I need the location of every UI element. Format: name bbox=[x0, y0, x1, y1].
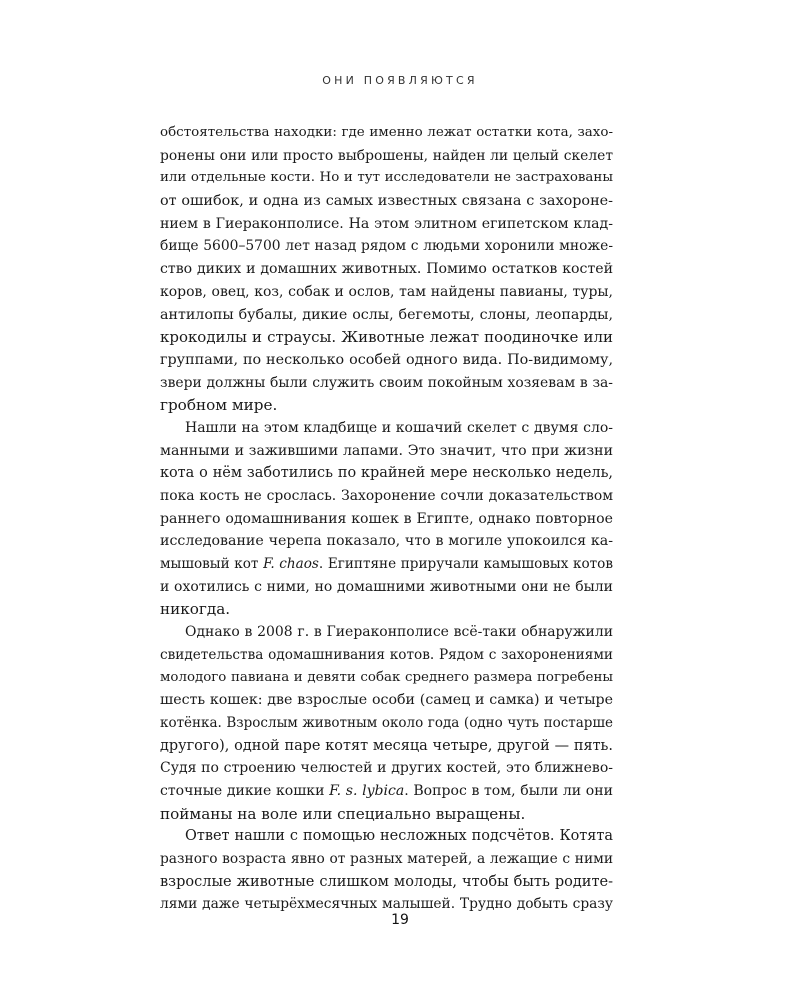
text-line: от ошибок, и одна из самых известных связана с захороне- bbox=[160, 193, 613, 210]
text-line: другого), одной паре котят месяца четыре, другой — пять. bbox=[160, 737, 613, 754]
text-line: ронены они или просто выброшены, найден ли целый скелет bbox=[160, 147, 613, 164]
text-line: антилопы бубалы, дикие ослы, бегемоты, слоны, леопарды, bbox=[160, 306, 613, 323]
text-line: обстоятельства находки: где именно лежат остатки кота, захо- bbox=[160, 125, 613, 140]
text-line: или отдельные кости. Но и тут исследователи не застрахованы bbox=[160, 170, 613, 186]
text-line: Ответ нашли с помощью несложных подсчётов. Котята bbox=[185, 828, 613, 845]
running-header: ОНИ ПОЯВЛЯЮТСЯ bbox=[322, 74, 478, 87]
text-line: никогда. bbox=[160, 600, 231, 619]
text-line: раннего одомашнивания кошек в Египте, однако повторное bbox=[160, 510, 613, 527]
text-line: и охотились с ними, но домашними животными они не были bbox=[160, 578, 613, 595]
text-line: крокодилы и страусы. Животные лежат поодиночке или bbox=[160, 328, 613, 347]
text-line: гробном мире. bbox=[160, 396, 278, 415]
text-line: лями даже четырёхмесячных малышей. Трудно добыть сразу bbox=[160, 896, 613, 913]
text-line: шесть кошек: две взрослые особи (самец и самка) и четыре bbox=[160, 692, 613, 709]
text-line: Нашли на этом кладбище и кошачий скелет с двумя сло- bbox=[185, 419, 613, 436]
species-name: F. s. lybica bbox=[329, 782, 405, 799]
text-line: пойманы на воле или специально выращены. bbox=[160, 804, 526, 823]
text-run: сточные дикие кошки bbox=[160, 782, 330, 799]
text-line: Однако в 2008 г. в Гиераконполисе всё-таки обнаружили bbox=[185, 624, 613, 641]
text-line bbox=[160, 553, 613, 576]
text-line: взрослые животные слишком молоды, чтобы быть родите- bbox=[160, 873, 613, 890]
species-name: F. chaos bbox=[263, 556, 319, 573]
text-line: коров, овец, коз, собак и ослов, там найдены павианы, туры, bbox=[160, 283, 613, 300]
text-line bbox=[160, 780, 613, 803]
text-line: исследование черепа показало, что в могиле упокоился ка- bbox=[160, 533, 613, 550]
text-line: нием в Гиераконполисе. На этом элитном египетском клад- bbox=[160, 215, 613, 232]
text-line: молодого павиана и девяти собак среднего размера погребены bbox=[160, 669, 613, 685]
text-line: кота о нём заботились по крайней мере несколько недель, bbox=[160, 465, 613, 482]
text-run: . Египтяне приручали камышовых котов bbox=[318, 556, 613, 573]
text-line: ство диких и домашних животных. Помимо остатков костей bbox=[160, 261, 613, 278]
text-line: Судя по строению челюстей и других костей, это ближнево- bbox=[160, 760, 613, 777]
text-line: бище 5600–5700 лет назад рядом с людьми хоронили множе- bbox=[160, 238, 613, 255]
text-line: разного возраста явно от разных матерей, а лежащие с ними bbox=[160, 851, 613, 867]
body-text bbox=[160, 122, 613, 916]
text-run: . Вопрос в том, были ли они bbox=[404, 782, 613, 799]
text-line: звери должны были служить своим покойным хозяевам в за- bbox=[160, 374, 613, 391]
text-line: манными и зажившими лапами. Это значит, что при жизни bbox=[160, 442, 613, 459]
text-line: свидетельства одомашнивания котов. Рядом с захоронениями bbox=[160, 646, 613, 663]
page-number: 19 bbox=[391, 912, 409, 928]
text-line: котёнка. Взрослым животным около года (одно чуть постарше bbox=[160, 714, 613, 731]
text-run: мышовый кот bbox=[160, 556, 264, 573]
text-line: пока кость не срослась. Захоронение сочли доказательством bbox=[160, 488, 613, 504]
text-line: группами, по несколько особей одного вида. По-видимому, bbox=[160, 351, 613, 368]
